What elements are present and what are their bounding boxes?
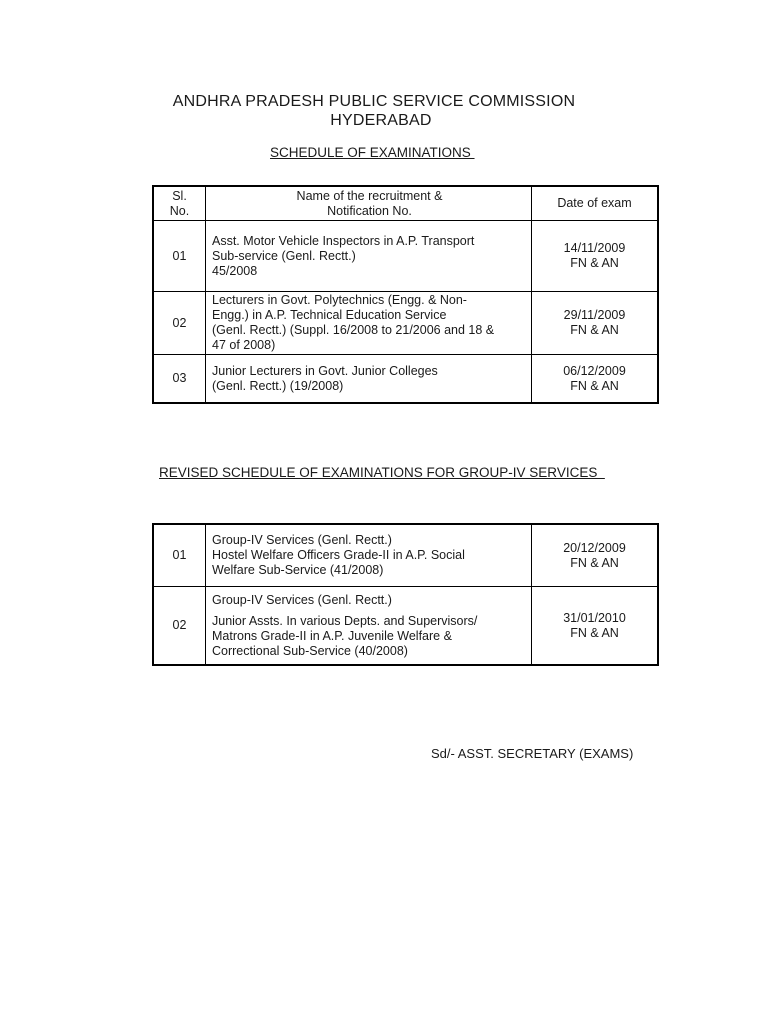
signature: Sd/- ASST. SECRETARY (EXAMS) — [431, 746, 634, 761]
exam-session: FN & AN — [570, 256, 619, 270]
organization-city: HYDERABAD — [330, 112, 432, 129]
table-row — [153, 292, 658, 355]
row-text-line: Matrons Grade-II in A.P. Juvenile Welfare & — [212, 628, 452, 643]
table-row — [153, 587, 658, 666]
row-text-line: 47 of 2008) — [212, 338, 276, 352]
row-sl-no: 03 — [153, 355, 206, 404]
row-exam-date — [532, 221, 659, 292]
column-header-sl-no — [153, 186, 206, 221]
row-text-line: Welfare Sub-Service (41/2008) — [212, 563, 384, 577]
exam-date: 06/12/2009 — [563, 363, 626, 378]
row-recruitment — [206, 524, 532, 587]
exam-session: FN & AN — [570, 378, 619, 393]
column-header-sl-line: Sl. — [172, 188, 187, 203]
table-row — [153, 221, 658, 292]
revised-schedule-table — [152, 523, 659, 666]
row-text-line: Junior Assts. In various Depts. and Supervisors/ — [212, 613, 478, 628]
row-text-line: (Genl. Rectt.) (19/2008) — [212, 378, 344, 393]
row-exam-date — [532, 292, 659, 355]
row-recruitment — [206, 292, 532, 355]
row-text-line: (Genl. Rectt.) (Suppl. 16/2008 to 21/2006 and 18 & — [212, 323, 495, 337]
table-header-row — [153, 186, 658, 221]
row-exam-date — [532, 587, 659, 666]
exam-date: 29/11/2009 — [563, 308, 626, 322]
row-recruitment — [206, 221, 532, 292]
exam-session: FN & AN — [570, 625, 619, 640]
row-sl-no: 01 — [153, 524, 206, 587]
column-header-recruitment — [206, 186, 532, 221]
revised-schedule-title: REVISED SCHEDULE OF EXAMINATIONS FOR GROUP-IV SERVICES — [159, 465, 605, 480]
row-text-line: Sub-service (Genl. Rectt.) — [212, 248, 356, 263]
exam-date: 31/01/2010 — [563, 610, 626, 625]
row-text-line: Asst. Motor Vehicle Inspectors in A.P. Transport — [212, 233, 475, 248]
row-text-line: Lecturers in Govt. Polytechnics (Engg. & Non- — [212, 293, 467, 307]
row-text-line: Junior Lecturers in Govt. Junior Colleges — [212, 363, 438, 378]
organization-name: ANDHRA PRADESH PUBLIC SERVICE COMMISSION — [172, 93, 576, 110]
row-text-line: Correctional Sub-Service (40/2008) — [212, 643, 408, 658]
schedule-table — [152, 185, 659, 404]
exam-date: 14/11/2009 — [563, 241, 626, 255]
column-header-date: Date of exam — [532, 186, 659, 221]
schedule-title: SCHEDULE OF EXAMINATIONS — [270, 145, 475, 160]
row-exam-date — [532, 355, 659, 404]
row-text-line: Hostel Welfare Officers Grade-II in A.P. Social — [212, 548, 465, 562]
column-header-notification-line: Notification No. — [327, 203, 412, 218]
row-text-line: Group-IV Services (Genl. Rectt.) — [212, 533, 392, 547]
exam-session: FN & AN — [570, 323, 619, 337]
row-sl-no: 02 — [153, 292, 206, 355]
column-header-no-line: No. — [169, 203, 190, 218]
row-text-line: Engg.) in A.P. Technical Education Service — [212, 308, 447, 322]
row-recruitment — [206, 355, 532, 404]
table-row — [153, 524, 658, 587]
table-row — [153, 355, 658, 404]
row-recruitment — [206, 587, 532, 666]
row-sl-no: 02 — [153, 587, 206, 666]
exam-session: FN & AN — [570, 555, 619, 570]
row-sl-no: 01 — [153, 221, 206, 292]
column-header-recruitment-line: Name of the recruitment & — [296, 188, 443, 203]
row-text-line: Group-IV Services (Genl. Rectt.) — [212, 592, 392, 607]
exam-date: 20/12/2009 — [563, 540, 626, 555]
row-text-line: 45/2008 — [212, 263, 258, 278]
row-exam-date — [532, 524, 659, 587]
